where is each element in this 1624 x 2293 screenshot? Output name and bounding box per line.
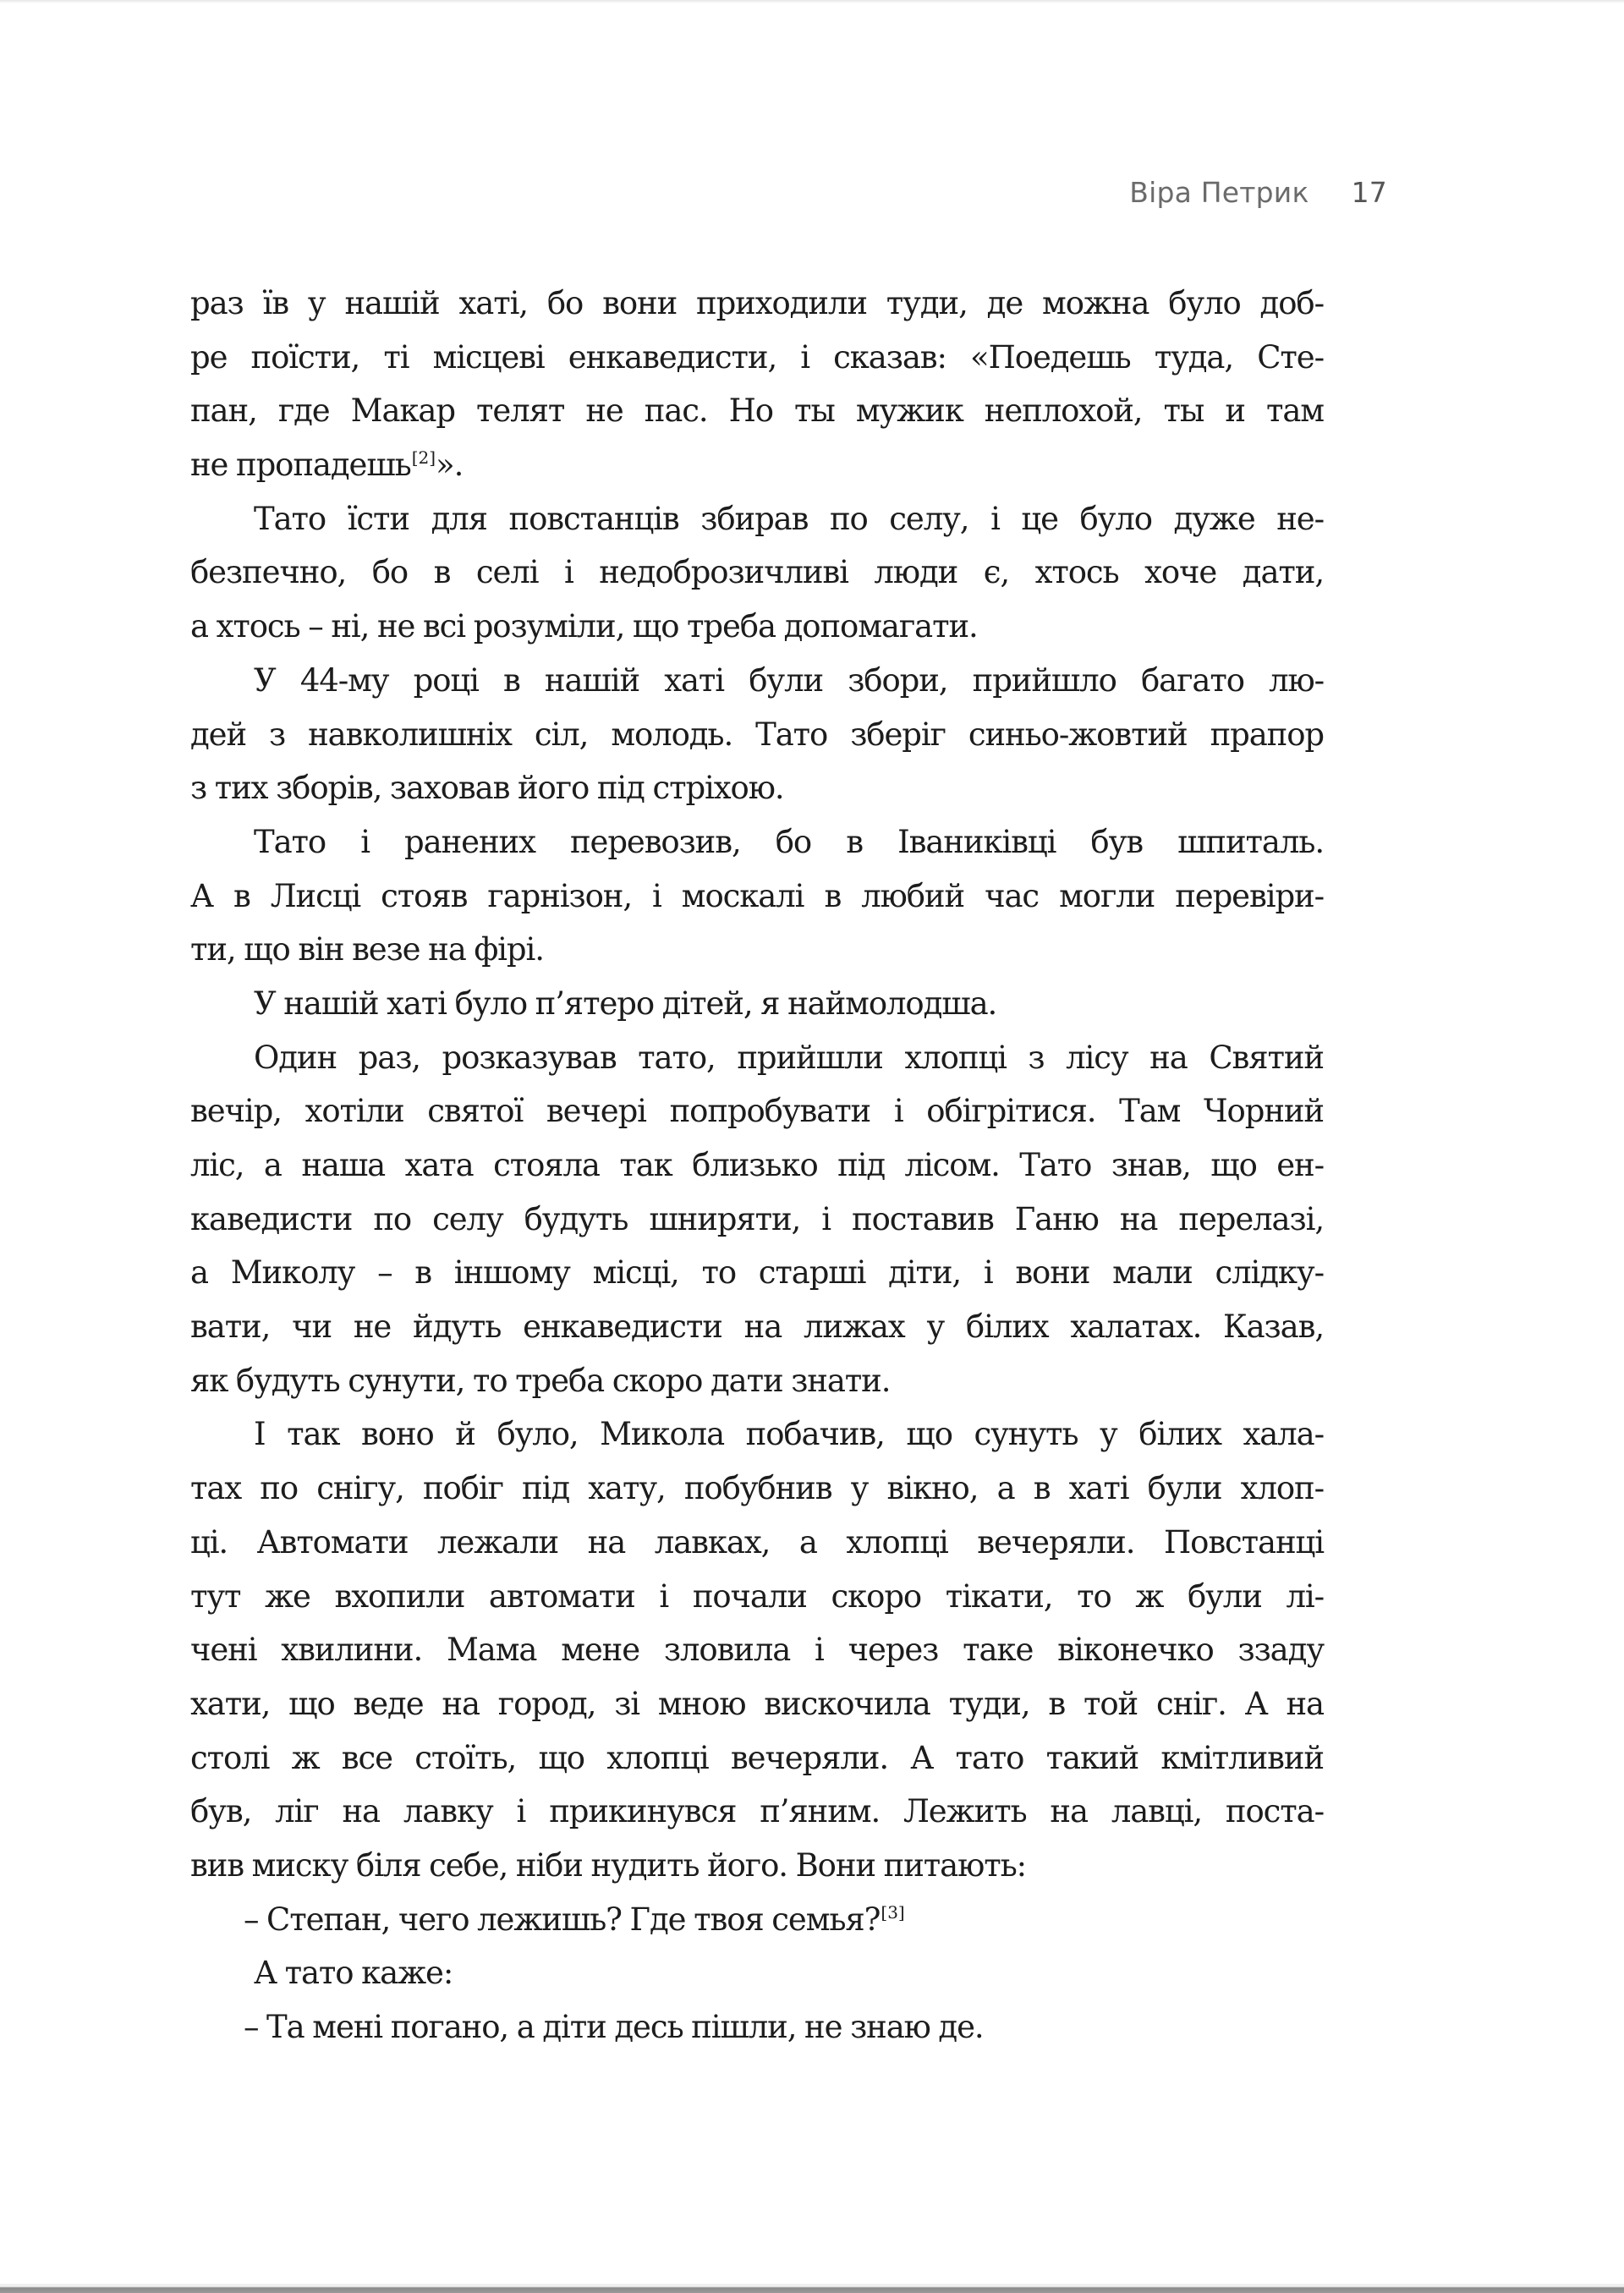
paragraph-first-line: Один раз, розказував тато, прийшли хлопці з лісу на Святий (254, 1039, 1324, 1076)
running-head-author: Віра Петрик (1129, 175, 1309, 209)
page-number: 17 (1351, 175, 1387, 209)
text-line: хати, що веде на город, зі мною вискочила туди, в той сніг. А на (190, 1685, 1324, 1722)
text-line: вив миску біля себе, ніби нудить його. Вони питають: (190, 1846, 1026, 1884)
body-text (190, 277, 1324, 2054)
text-line: вати, чи не йдуть енкаведисти на лижах у білих халатах. Казав, (190, 1308, 1324, 1346)
text-line: як будуть сунути, то треба скоро дати знати. (190, 1362, 891, 1399)
page-top-edge (0, 0, 1624, 3)
text-line: з тих зборів, заховав його під стріхою. (190, 770, 784, 807)
paragraph-first-line: У 44-му році в нашій хаті були збори, прийшло багато лю- (254, 661, 1324, 699)
text-line: а Миколу – в іншому місці, то старші діти, і вони мали слідку- (190, 1254, 1324, 1292)
text-line: був, ліг на лавку і прикинувся п’яним. Лежить на лавці, поста- (190, 1793, 1324, 1830)
text-line: тут же вхопили автомати і почали скоро тікати, то ж були лі- (190, 1577, 1324, 1615)
text-line: тах по снігу, побіг під хату, побубнив у вікно, а в хаті були хлоп- (190, 1470, 1324, 1507)
text-line: чені хвилини. Мама мене зловила і через таке віконечко ззаду (190, 1632, 1324, 1669)
paragraph-first-line: У нашій хаті було п’ятеро дітей, я наймолодша. (254, 985, 997, 1022)
paragraph-first-line: Тато і ранених перевозив, бо в Іваниківці був шпиталь. (254, 823, 1324, 860)
text-line: пан, где Макар телят не пас. Но ты мужик неплохой, ты и там (190, 392, 1324, 430)
dialogue-line: – Степан, чего лежишь? Где твоя семья?[3] (244, 1901, 905, 1938)
footnote-ref[interactable]: [3] (881, 1901, 905, 1923)
text-line: ти, що він везе на фірі. (190, 931, 544, 968)
text-line: вечір, хотіли святої вечері попробувати і обігрітися. Там Чорний (190, 1093, 1324, 1130)
text-line: А в Лисці стояв гарнізон, і москалі в любий час могли перевіри- (190, 877, 1324, 914)
text-line: столі ж все стоїть, що хлопці вечеряли. А тато такий кмітливий (190, 1739, 1324, 1776)
paragraph-first-line: І так воно й було, Микола побачив, що сунуть у білих хала- (254, 1416, 1324, 1453)
running-head (0, 171, 1387, 213)
text-line: а хтось – ні, не всі розуміли, що треба допомагати. (190, 608, 978, 645)
dialogue-line: – Та мені погано, а діти десь пішли, не знаю де. (244, 2009, 984, 2045)
text-line: дей з навколишніх сіл, молодь. Тато зберіг синьо-жовтий прапор (190, 716, 1324, 753)
text-line: раз їв у нашій хаті, бо вони приходили туди, де можна було доб- (190, 285, 1324, 321)
text-line: не пропадешь[2]». (190, 447, 464, 484)
footnote-ref[interactable]: [2] (411, 447, 436, 469)
text-line: ці. Автомати лежали на лавках, а хлопці вечеряли. Повстанці (190, 1523, 1324, 1561)
page-bottom-edge (0, 2284, 1624, 2293)
text-line: безпечно, бо в селі і недоброзичливі люди є, хтось хоче дати, (190, 554, 1324, 591)
text-line: каведисти по селу будуть шниряти, і поставив Ганю на перелазі, (190, 1200, 1324, 1237)
paragraph-first-line: А тато каже: (254, 1955, 453, 1992)
text-line: ліс, а наша хата стояла так близько під лісом. Тато знав, що ен- (190, 1147, 1324, 1183)
text-line: ре поїсти, ті місцеві енкаведисти, і сказав: «Поедешь туда, Сте- (190, 338, 1324, 376)
paragraph-first-line: Тато їсти для повстанців збирав по селу, і це було дуже не- (254, 500, 1324, 537)
